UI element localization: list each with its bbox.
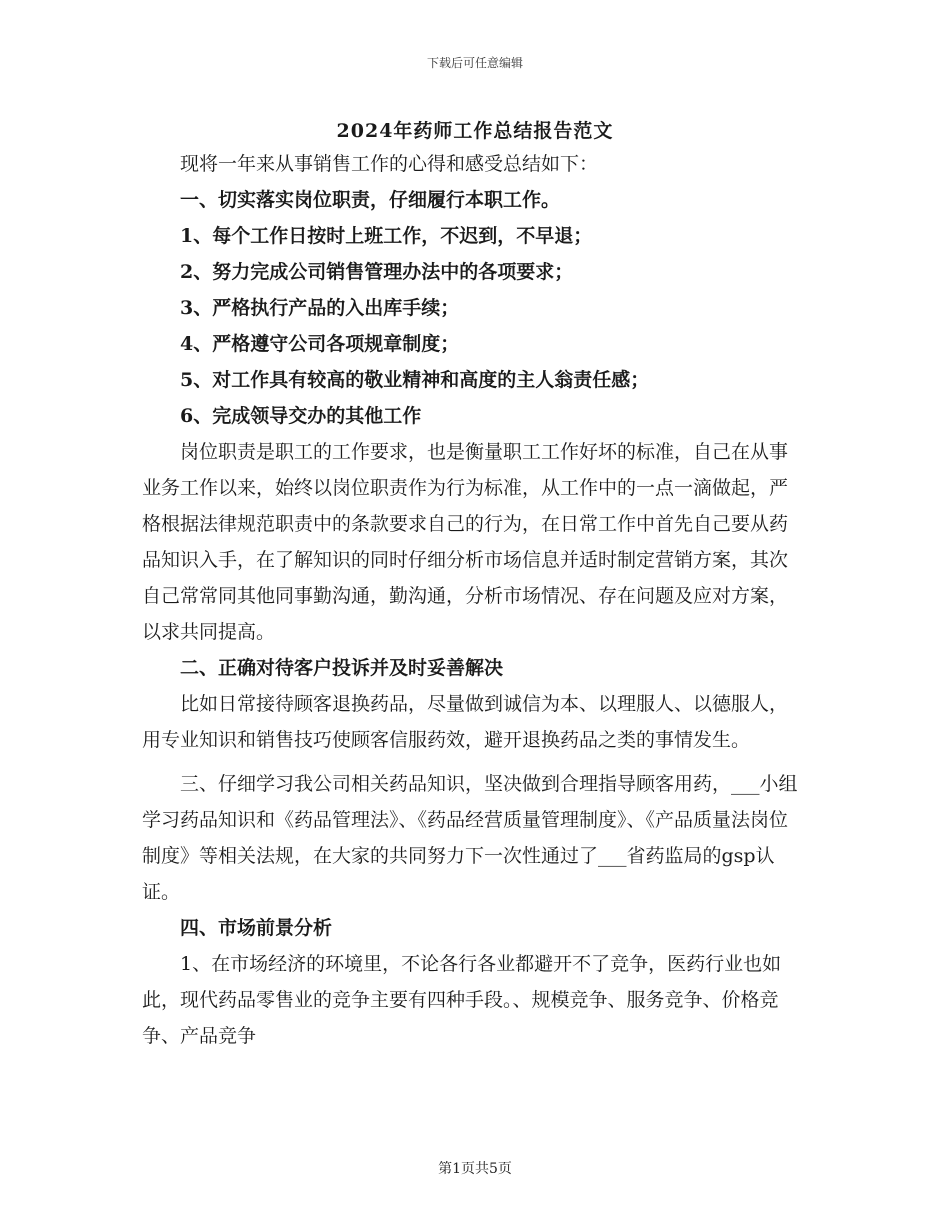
page-footer: 第1页共5页 bbox=[438, 1161, 512, 1177]
list-item-3: 3、严格执行产品的入出库手续； bbox=[180, 297, 460, 319]
body-paragraph-section-3: 三、仔细学习我公司相关药品知识，坚决做到合理指导顾客用药，___小组学习药品知识和《药品管理法》、《药品经营质量管理制度》、《产品质量法岗位制度》等相关法规，在大家的共同努力下一次性通过了___省药监局的gsp认证。 bbox=[142, 773, 798, 903]
list-item-5: 5、对工作具有较高的敬业精神和高度的主人翁责任感； bbox=[180, 369, 650, 391]
list-item-1: 1、每个工作日按时上班工作，不迟到，不早退； bbox=[180, 225, 593, 247]
list-item-6: 6、完成领导交办的其他工作 bbox=[180, 405, 422, 427]
intro-paragraph: 现将一年来从事销售工作的心得和感受总结如下： bbox=[180, 153, 599, 175]
section-heading-4: 四、市场前景分析 bbox=[180, 917, 333, 939]
body-paragraph-market: 1、在市场经济的环境里，不论各行各业都避开不了竞争，医药行业也如此，现代药品零售业的竞争主要有四种手段。、规模竞争、服务竞争、价格竞争、产品竞争 bbox=[142, 953, 782, 1047]
page-header: 下载后可任意编辑 bbox=[426, 56, 523, 70]
document-body bbox=[142, 146, 802, 1054]
section-heading-1: 一、切实落实岗位职责，仔细履行本职工作。 bbox=[180, 189, 561, 211]
document-title: 2024年药师工作总结报告范文 bbox=[336, 120, 614, 142]
list-item-4: 4、严格遵守公司各项规章制度； bbox=[180, 333, 460, 355]
body-paragraph-duties: 岗位职责是职工的工作要求，也是衡量职工工作好坏的标准，自己在从事业务工作以来，始终以岗位职责作为行为标准，从工作中的一点一滴做起，严格根据法律规范职责中的条款要求自己的行为，在日常工作中首先自己要从药品知识入手，在了解知识的同时仔细分析市场信息并适时制定营销方案，其次自己常常同其他同事勤沟通，勤沟通，分析市场情况、存在问题及应对方案，以求共同提高。 bbox=[142, 441, 789, 643]
list-item-2: 2、努力完成公司销售管理办法中的各项要求； bbox=[180, 261, 574, 283]
section-heading-2: 二、正确对待客户投诉并及时妥善解决 bbox=[180, 657, 504, 679]
body-paragraph-complaints: 比如日常接待顾客退换药品，尽量做到诚信为本、以理服人、以德服人，用专业知识和销售技巧使顾客信服药效，避开退换药品之类的事情发生。 bbox=[142, 693, 789, 751]
